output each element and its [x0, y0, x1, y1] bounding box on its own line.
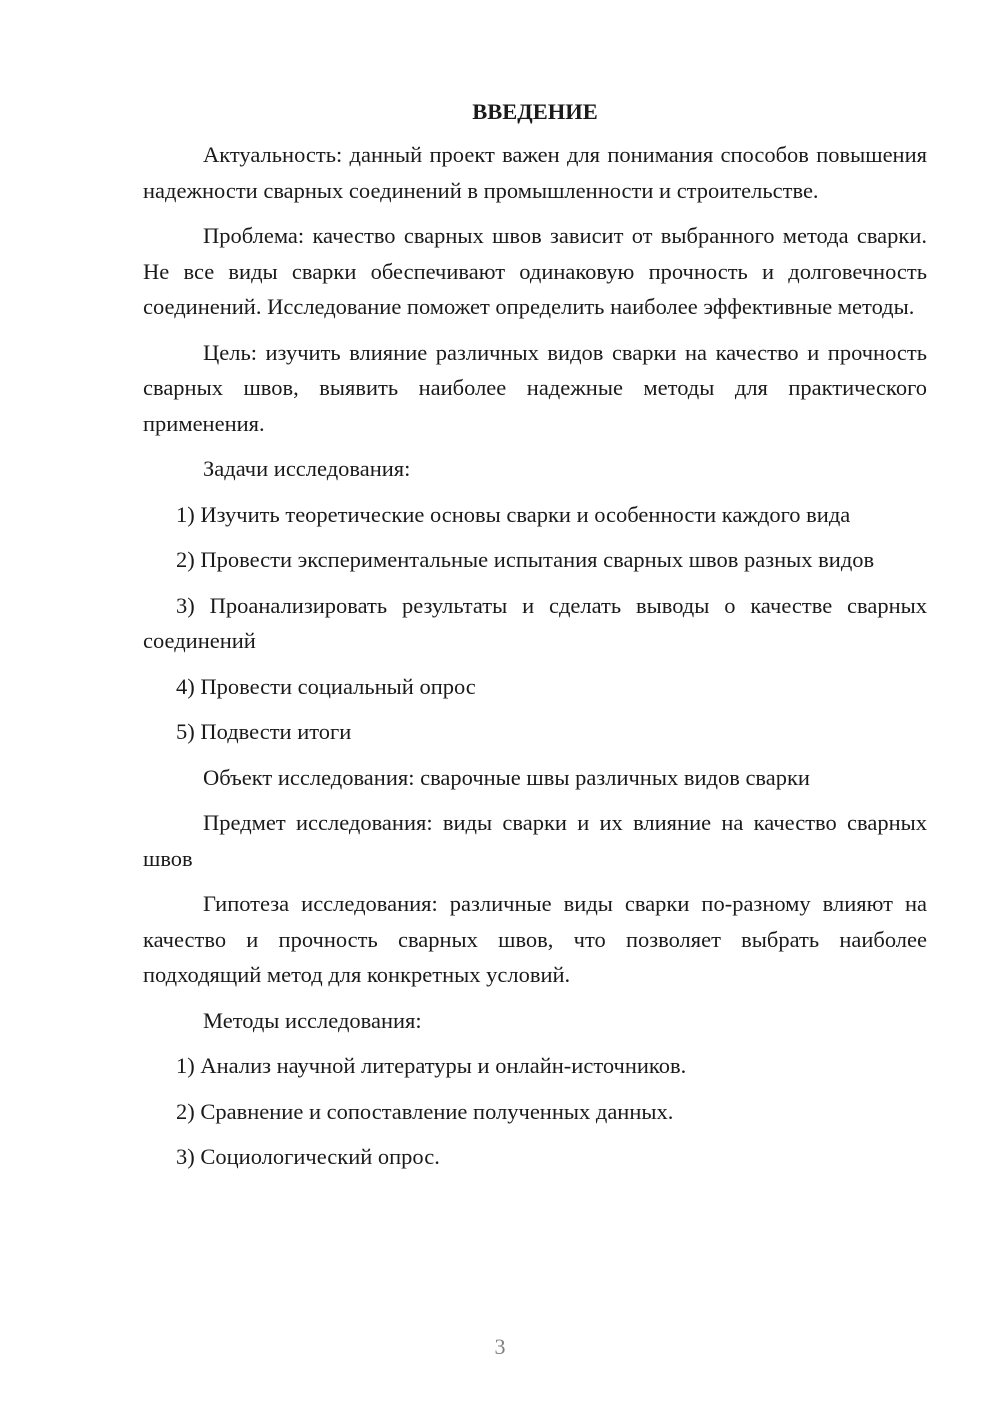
object-paragraph: Объект исследования: сварочные швы различных видов сварки: [203, 764, 810, 790]
method-item: 3) Социологический опрос.: [176, 1144, 440, 1169]
relevance-paragraph: Актуальность: данный проект важен для понимания способов повышения надежности сварных соединений в промышленности и строительстве.: [143, 142, 927, 203]
method-item: 2) Сравнение и сопоставление полученных данных.: [176, 1098, 674, 1124]
hypothesis-paragraph: Гипотеза исследования: различные виды сварки по-разному влияют на качество и прочность сварных швов, что позволяет выбрать наиболее подходящий метод для конкретных условий.: [143, 891, 927, 987]
page-number: 3: [494, 1334, 506, 1359]
method-item: 1) Анализ научной литературы и онлайн-источников.: [176, 1053, 687, 1078]
task-item: 3) Проанализировать результаты и сделать выводы о качестве сварных соединений: [143, 592, 927, 653]
task-item: 1) Изучить теоретические основы сварки и особенности каждого вида: [176, 501, 851, 527]
task-item: 4) Провести социальный опрос: [176, 673, 476, 699]
methods-heading: Методы исследования:: [203, 1007, 422, 1033]
tasks-heading: Задачи исследования:: [203, 456, 411, 481]
task-item: 2) Провести экспериментальные испытания сварных швов разных видов: [176, 547, 875, 572]
task-item: 5) Подвести итоги: [176, 719, 352, 744]
section-title: ВВЕДЕНИЕ: [472, 99, 598, 124]
problem-paragraph: Проблема: качество сварных швов зависит от выбранного метода сварки. Не все виды сварки обеспечивают одинаковую прочность и долговечность соединений. Исследование поможет определить наиболее эффективные методы.: [143, 223, 927, 319]
goal-paragraph: Цель: изучить влияние различных видов сварки на качество и прочность сварных швов, выявить наиболее надежные методы для практического применения.: [143, 339, 927, 436]
subject-paragraph: Предмет исследования: виды сварки и их влияние на качество сварных швов: [143, 810, 927, 871]
document-page: [143, 96, 927, 1185]
